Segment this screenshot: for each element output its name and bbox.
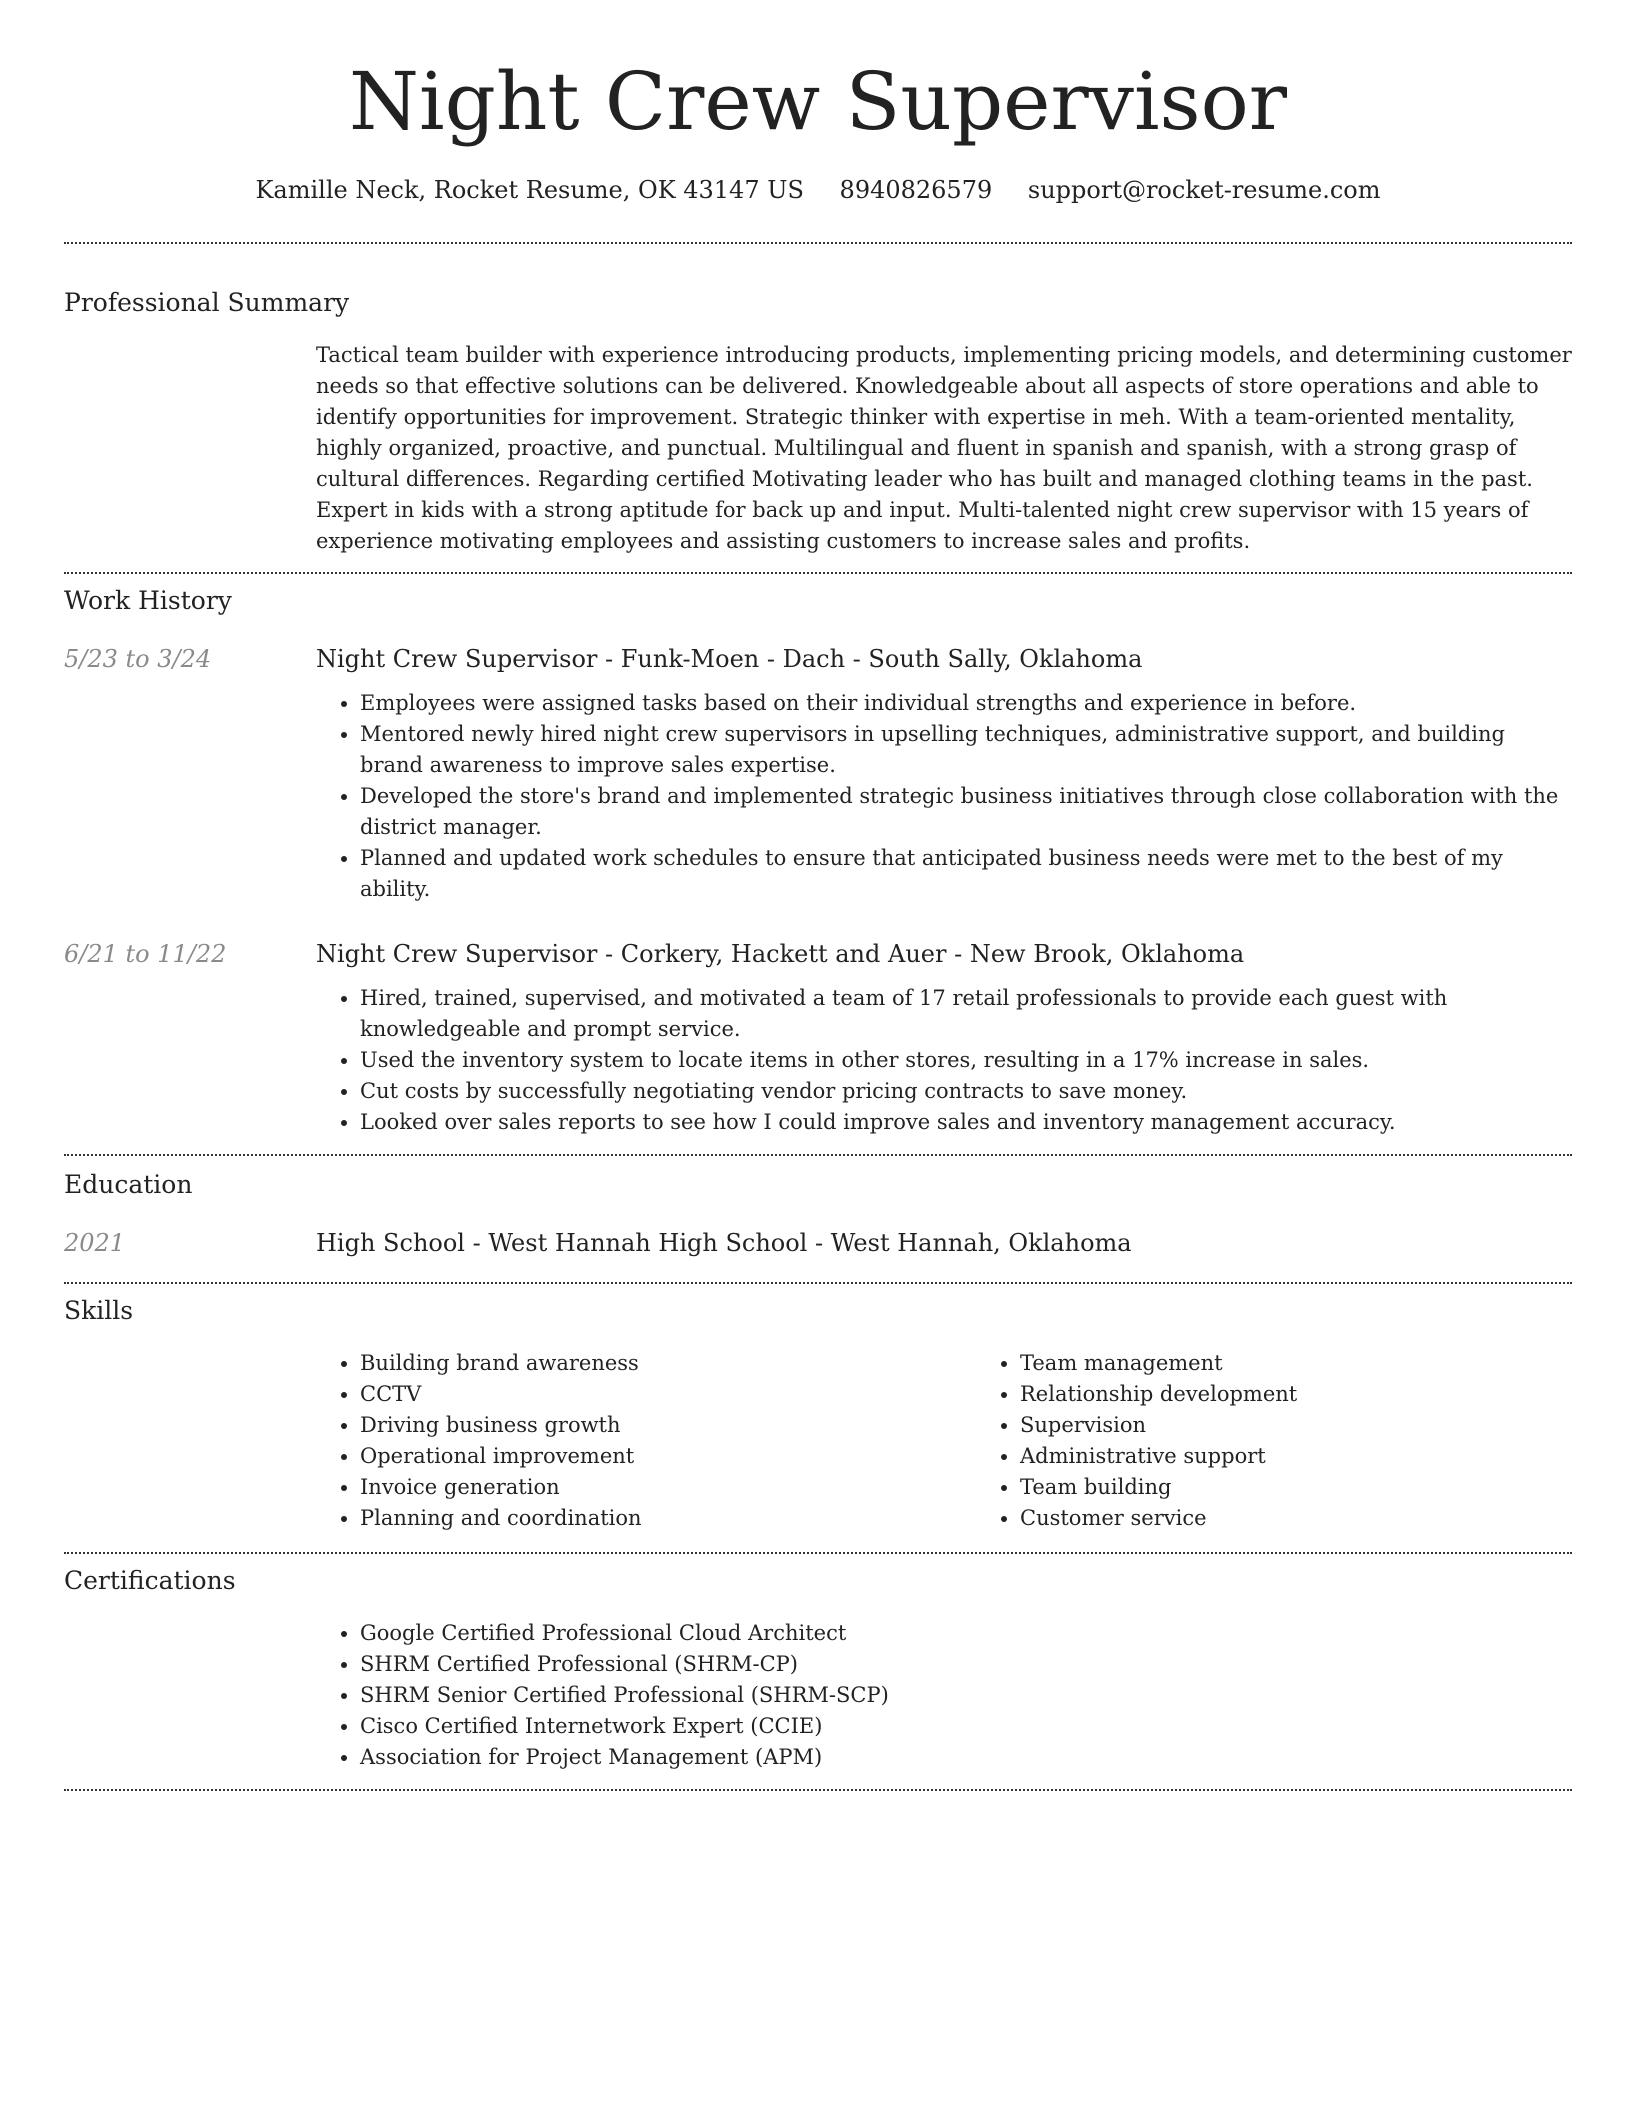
resume-name: Night Crew Supervisor [349,55,1287,148]
divider [64,1282,1572,1284]
job-bullets [316,983,1572,1138]
skills-list-right [976,1348,1632,1534]
list-item: • Developed the store's brand and implemented strategic business initiatives through close collaboration with the district manager. [360,781,1572,843]
list-item: • Invoice generation [360,1472,976,1503]
resume-page [64,0,1572,1791]
list-item: • SHRM Senior Certified Professional (SHRM-SCP) [360,1680,1572,1711]
job-title: Night Crew Supervisor - Corkery, Hackett and Auer - New Brook, Oklahoma [316,940,1245,968]
list-item: • Operational improvement [360,1441,976,1472]
job-title: Night Crew Supervisor - Funk-Moen - Dach - South Sally, Oklahoma [316,645,1143,673]
list-item: • Relationship development [1020,1379,1632,1410]
work-history-section [64,584,1572,1138]
list-item: • Association for Project Management (APM) [360,1742,1572,1773]
list-item: • Cut costs by successfully negotiating vendor pricing contracts to save money. [360,1076,1572,1107]
education-section [64,1168,1572,1260]
certifications-section [64,1564,1572,1773]
job-dates: 6/21 to 11/22 [64,940,227,968]
divider [64,242,1572,244]
contact-line [64,172,1572,208]
list-item: • Customer service [1020,1503,1632,1534]
summary-section [64,286,1572,557]
list-item: • Cisco Certified Internetwork Expert (CCIE) [360,1711,1572,1742]
list-item: • Team building [1020,1472,1632,1503]
list-item: • Administrative support [1020,1441,1632,1472]
list-item: • Building brand awareness [360,1348,976,1379]
list-item: • Google Certified Professional Cloud Architect [360,1618,1572,1649]
list-item: • CCTV [360,1379,976,1410]
certifications-list [316,1618,1572,1773]
list-item: • Hired, trained, supervised, and motivated a team of 17 retail professionals to provide each guest with knowledgeable and prompt service. [360,983,1572,1045]
job-dates: 5/23 to 3/24 [64,645,212,673]
contact-email: support@rocket-resume.com [1027,176,1381,204]
list-item: • Mentored newly hired night crew supervisors in upselling techniques, administrative support, and building brand awareness to improve sales expertise. [360,719,1572,781]
education-entry: High School - West Hannah High School - West Hannah, Oklahoma [316,1229,1132,1257]
skills-list-left [316,1348,976,1534]
education-year: 2021 [64,1229,126,1257]
divider [64,572,1572,574]
job-bullets [316,688,1572,905]
divider [64,1552,1572,1554]
certifications-title: Certifications [64,1566,236,1595]
job-entry [64,642,1572,905]
divider [64,1154,1572,1156]
list-item: • Used the inventory system to locate items in other stores, resulting in a 17% increase in sales. [360,1045,1572,1076]
list-item: • Employees were assigned tasks based on their individual strengths and experience in before. [360,688,1572,719]
list-item: • Team management [1020,1348,1632,1379]
work-history-title: Work History [64,586,232,615]
education-title: Education [64,1170,193,1199]
list-item: • Planned and updated work schedules to ensure that anticipated business needs were met to the best of my ability. [360,843,1572,905]
divider [64,1789,1572,1791]
list-item: • Looked over sales reports to see how I could improve sales and inventory management accuracy. [360,1107,1572,1138]
skills-title: Skills [64,1296,134,1325]
list-item: • Driving business growth [360,1410,976,1441]
skills-section [64,1294,1572,1534]
list-item: • Supervision [1020,1410,1632,1441]
summary-text: Tactical team builder with experience introducing products, implementing pricing models, and determining customer needs so that effective solutions can be delivered. Knowledgeable about all aspects of store operations and able to identify opportunities for improvement. Strategic thinker with expertise in meh. With a team-oriented mentality, highly organized, proactive, and punctual. Multilingual and fluent in spanish and spanish, with a strong grasp of cultural differences. Regarding certified Motivating leader who has built and managed clothing teams in the past. Expert in kids with a strong aptitude for back up and input. Multi-talented night crew supervisor with 15 years of experience motivating employees and assisting customers to increase sales and profits. [316,343,1572,553]
contact-phone: 8940826579 [839,176,993,204]
job-entry [64,937,1572,1138]
contact-address: Kamille Neck, Rocket Resume, OK 43147 US [255,176,804,204]
list-item: • SHRM Certified Professional (SHRM-CP) [360,1649,1572,1680]
summary-title: Professional Summary [64,288,350,317]
list-item: • Planning and coordination [360,1503,976,1534]
